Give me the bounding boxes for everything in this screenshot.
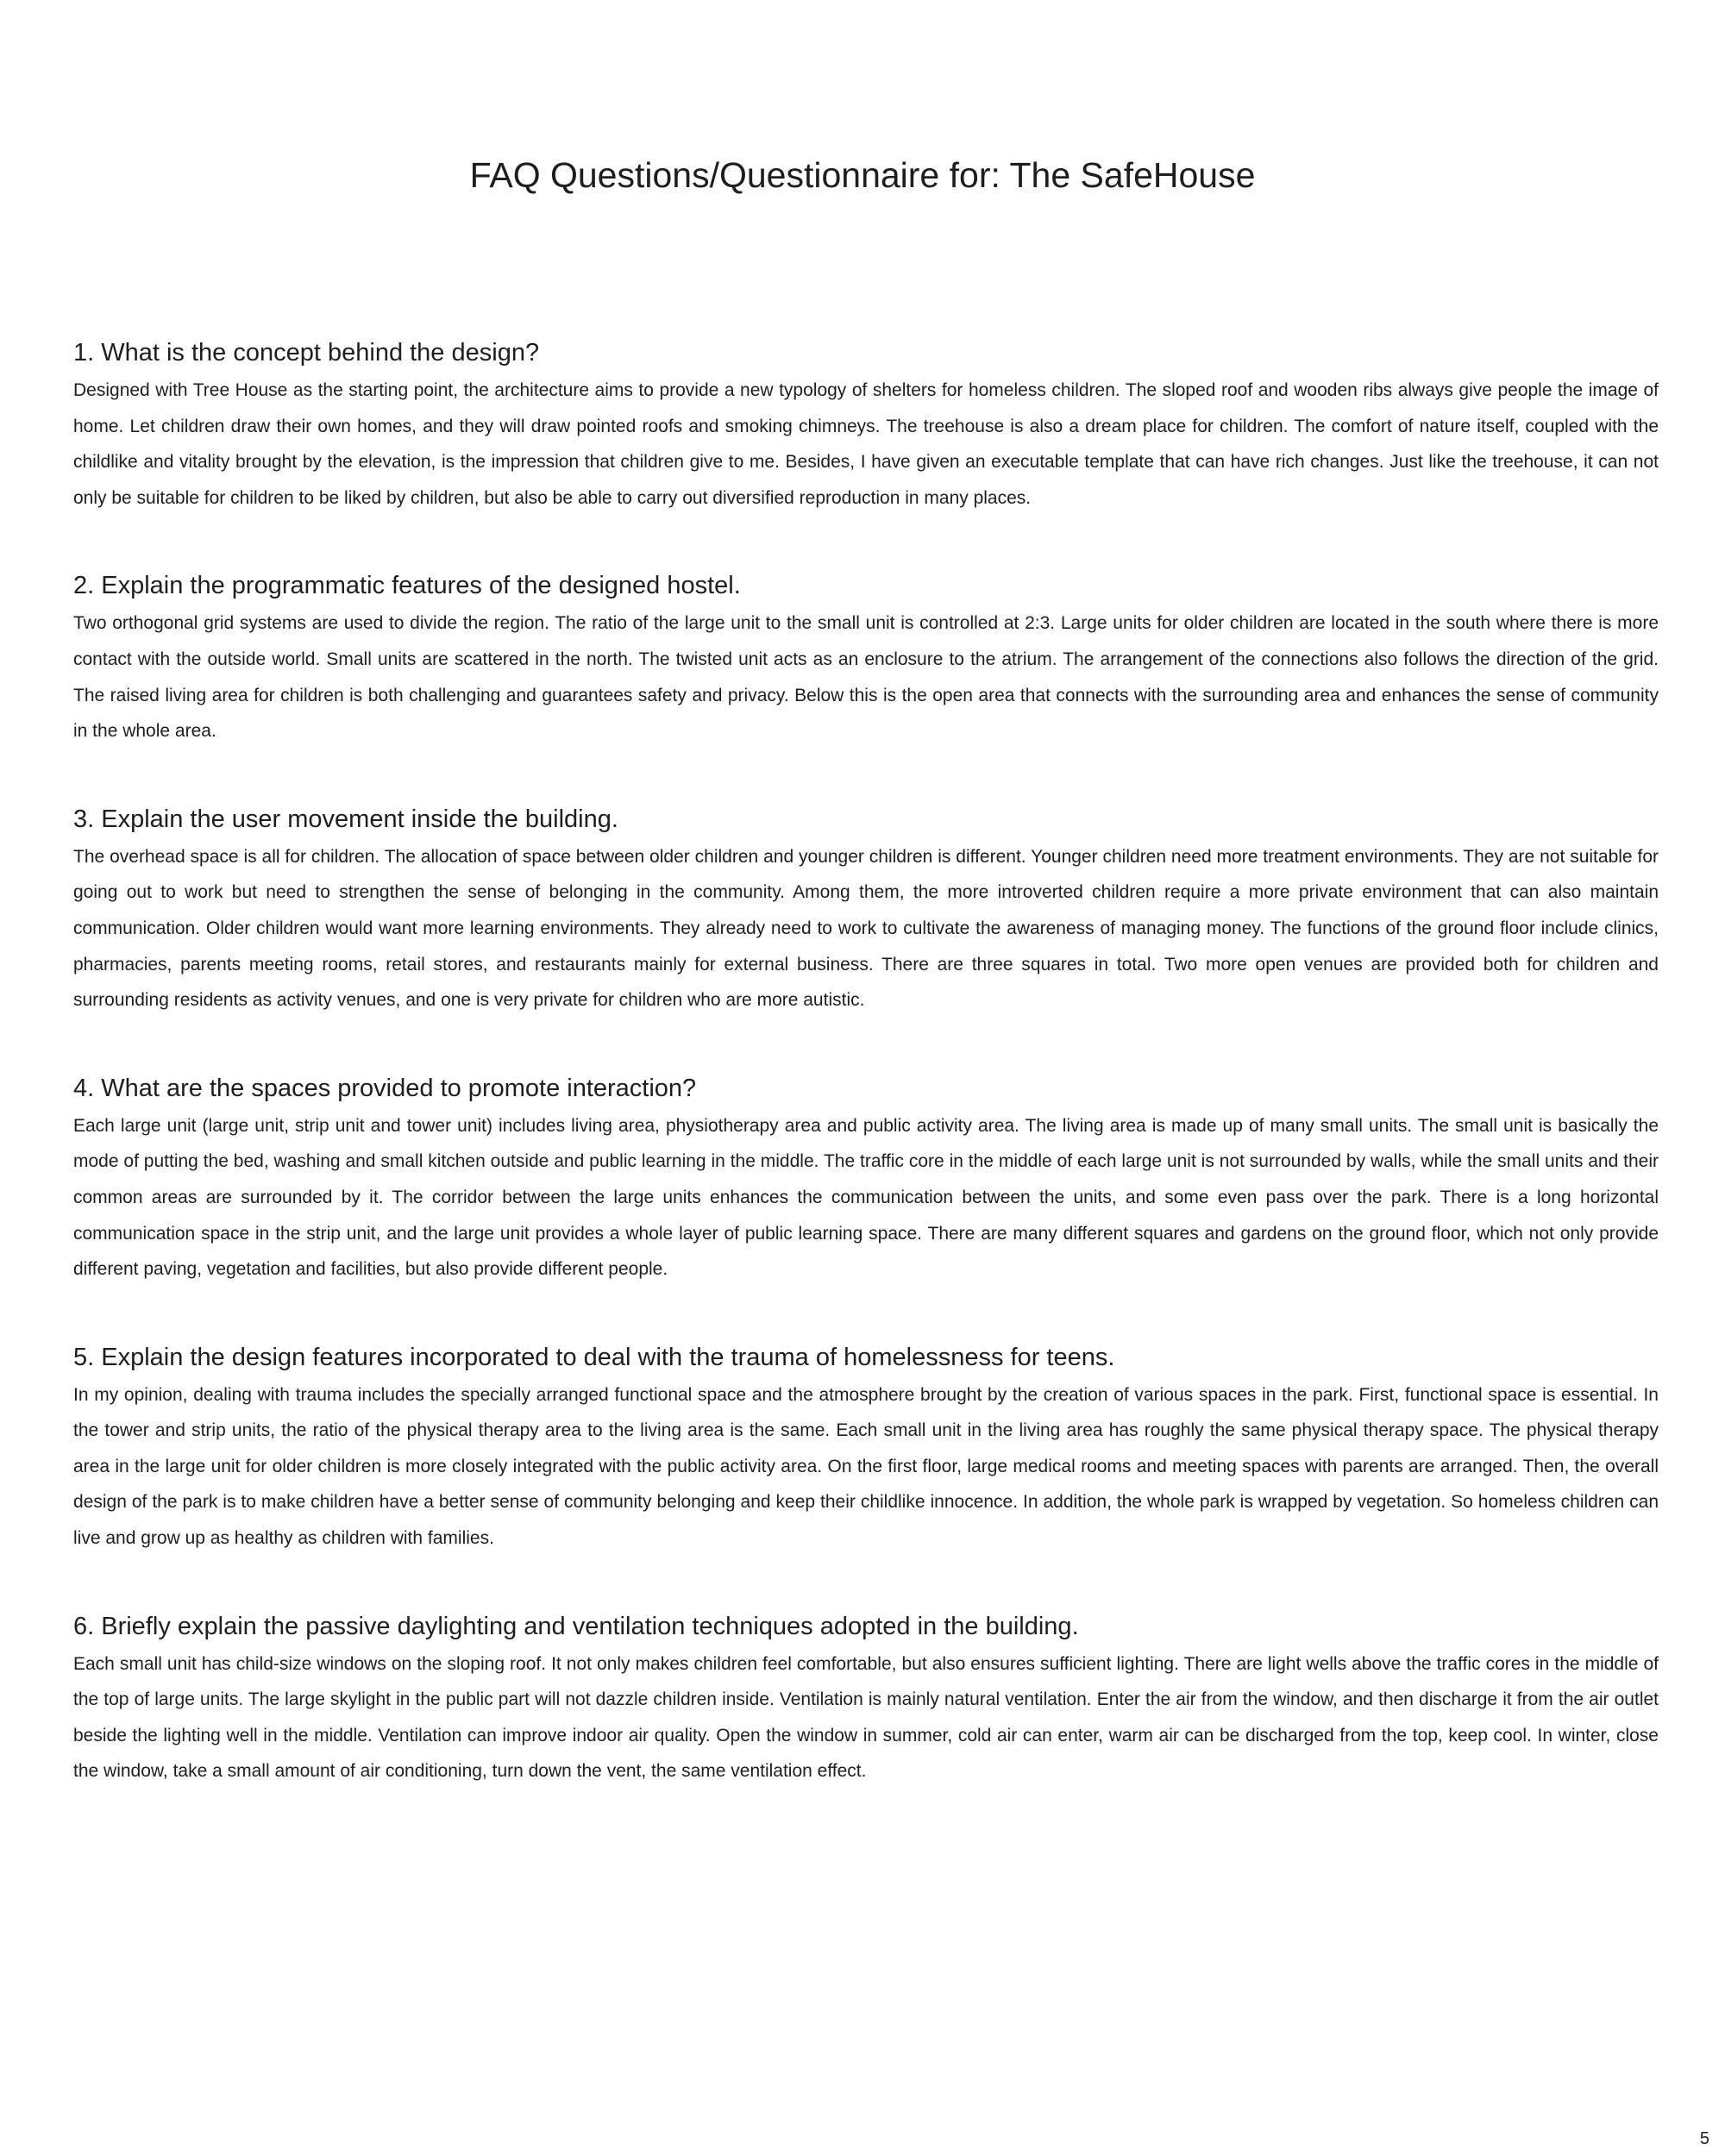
question-heading: 1. What is the concept behind the design? xyxy=(73,339,540,367)
answer-paragraph: Designed with Tree House as the starting point, the architecture aims to provide a new typology of shelters for homeless children. The sloped roof and wooden ribs always give people the image of home. Let children draw their own homes, and they will draw pointed roofs and smoking chimneys. The treehouse is also a dream place for children. The comfort of nature itself, coupled with the childlike and vitality brought by the elevation, is the impression that children give to me. Besides, I have given an executable template that can have rich changes. Just like the treehouse, it can not only be suitable for children to be liked by children, but also be able to carry out diversified reproduction in many places. xyxy=(73,380,1659,508)
faq-section-2 xyxy=(73,566,1659,749)
answer-paragraph: Each large unit (large unit, strip unit and tower unit) includes living area, physiotherapy area and public activity area. The living area is made up of many small units. The small unit is basically the mode of putting the bed, washing and small kitchen outside and public learning in the middle. The traffic core in the middle of each large unit is not surrounded by walls, while the small units and their common areas are surrounded by it. The corridor between the large units enhances the communication between the units, and some even pass over the park. There is a long horizontal communication space in the strip unit, and the large unit provides a whole layer of public learning space. There are many different squares and gardens on the ground floor, which not only provide different paving, vegetation and facilities, but also provide different people. xyxy=(73,1115,1659,1280)
faq-list xyxy=(73,333,1659,1789)
page-number: 5 xyxy=(1699,2129,1709,2148)
answer-paragraph: The overhead space is all for children. The allocation of space between older children and younger children is different. Younger children need more treatment environments. They are not suitable for going out to work but need to strengthen the sense of belonging in the community. Among them, the more introverted children require a more private environment that can also maintain communication. Older children would want more learning environments. They already need to work to cultivate the awareness of managing money. The functions of the ground floor include clinics, pharmacies, parents meeting rooms, retail stores, and restaurants mainly for external business. There are three squares in total. Two more open venues are provided both for children and surrounding residents as activity venues, and one is very private for children who are more autistic. xyxy=(73,846,1659,1011)
faq-section-5 xyxy=(73,1338,1659,1557)
answer-paragraph: Each small unit has child-size windows on the sloping roof. It not only makes children feel comfortable, but also ensures sufficient lighting. There are light wells above the traffic cores in the middle of the top of large units. The large skylight in the public part will not dazzle children inside. Ventilation is mainly natural ventilation. Enter the air from the window, and then discharge it from the air outlet beside the lighting well in the middle. Ventilation can improve indoor air quality. Open the window in summer, cold air can enter, warm air can be discharged from the top, keep cool. In winter, close the window, take a small amount of air conditioning, turn down the vent, the same ventilation effect. xyxy=(73,1653,1659,1782)
page-title: FAQ Questions/Questionnaire for: The SafeHouse xyxy=(469,155,1256,195)
question-heading: 6. Briefly explain the passive daylighting and ventilation techniques adopted in the building. xyxy=(73,1612,1079,1640)
faq-section-4 xyxy=(73,1069,1659,1288)
question-heading: 2. Explain the programmatic features of the designed hostel. xyxy=(73,572,741,600)
answer-paragraph: In my opinion, dealing with trauma includes the specially arranged functional space and the atmosphere brought by the creation of various spaces in the park. First, functional space is essential. In the tower and strip units, the ratio of the physical therapy area to the living area is the same. Each small unit in the living area has roughly the same physical therapy space. The physical therapy area in the large unit for older children is more closely integrated with the public activity area. On the first floor, large medical rooms and meeting spaces with parents are arranged. Then, the overall design of the park is to make children have a better sense of community belonging and keep their childlike innocence. In addition, the whole park is wrapped by vegetation. So homeless children can live and grow up as healthy as children with families. xyxy=(73,1384,1659,1549)
question-heading: 3. Explain the user movement inside the building. xyxy=(73,805,618,833)
faq-section-6 xyxy=(73,1607,1659,1789)
faq-section-3 xyxy=(73,799,1659,1018)
answer-paragraph: Two orthogonal grid systems are used to divide the region. The ratio of the large unit to the small unit is controlled at 2:3. Large units for older children are located in the south where there is more contact with the outside world. Small units are scattered in the north. The twisted unit acts as an enclosure to the atrium. The arrangement of the connections also follows the direction of the grid. The raised living area for children is both challenging and guarantees safety and privacy. Below this is the open area that connects with the surrounding area and enhances the sense of community in the whole area. xyxy=(73,613,1659,742)
question-heading: 4. What are the spaces provided to promote interaction? xyxy=(73,1074,697,1102)
faq-section-1 xyxy=(73,333,1659,516)
question-heading: 5. Explain the design features incorporated to deal with the trauma of homelessness for teens. xyxy=(73,1343,1115,1371)
